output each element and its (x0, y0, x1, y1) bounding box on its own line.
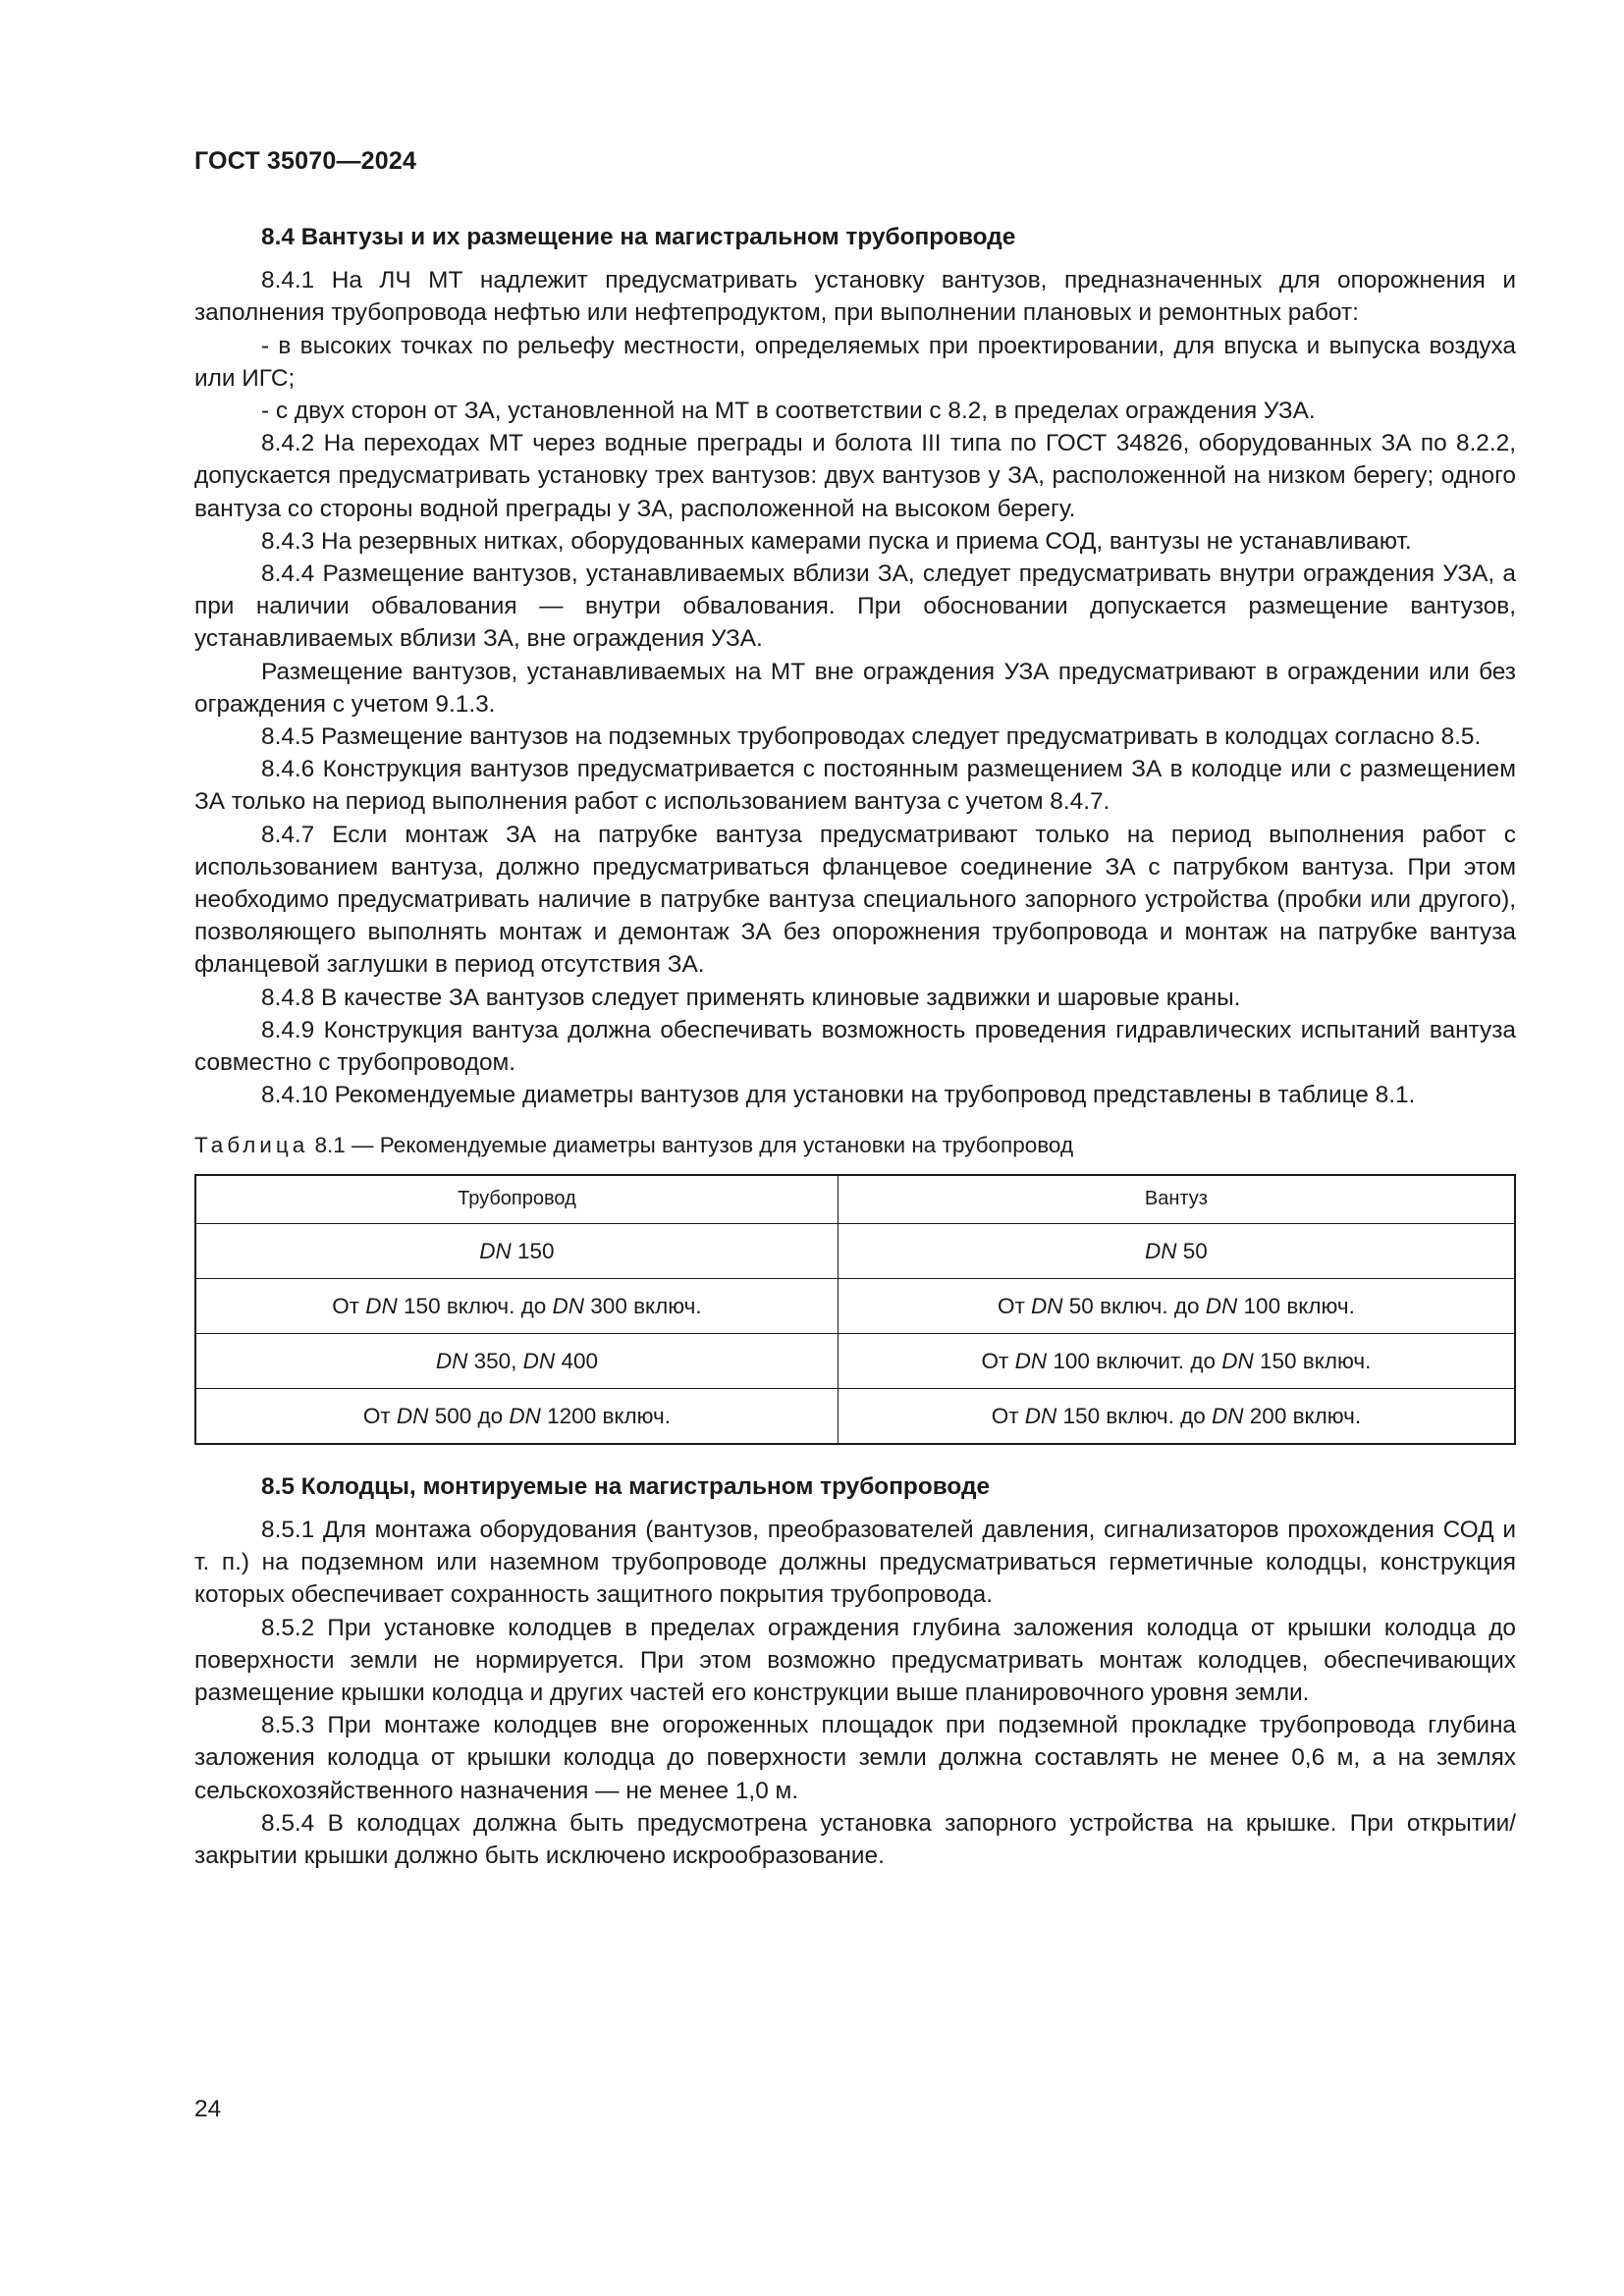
paragraph-8-4-10: 8.4.10 Рекомендуемые диаметры вантузов для установки на трубопровод представлены в таблице 8.1. (261, 1082, 1416, 1109)
cell-value: 150 включ. (1260, 1348, 1372, 1373)
cell-value: 400 (561, 1348, 598, 1373)
paragraph-8-4-4: 8.4.4 Размещение вантузов, устанавливаемых вблизи ЗА, следует предусматривать внутри ограждения УЗА, а при наличии обвалования — внутри обвалования. При обосновании допускается размещение вантузов, устанавливаемых вблизи ЗА, вне ограждения УЗА. (194, 561, 1516, 653)
table-cell-pipeline (195, 1278, 838, 1333)
paragraph-8-4-5: 8.4.5 Размещение вантузов на подземных трубопроводах следует предусматривать в колодцах согласно 8.5. (261, 723, 1482, 751)
paragraph-8-5-3: 8.5.3 При монтаже колодцев вне огороженных площадок при подземной прокладке трубопровода глубина заложения колодца от крышки колодца до поверхности земли должна составлять не менее 0,6 м, а на землях сельскохозяйственного назначения — не менее 1,0 м. (194, 1712, 1516, 1804)
table-row (195, 1223, 1515, 1278)
table-row (195, 1388, 1515, 1444)
page-content (194, 221, 1516, 1872)
dn-label: DN (1024, 1403, 1057, 1428)
paragraph-8-4-8: 8.4.8 В качестве ЗА вантузов следует применять клиновые задвижки и шаровые краны. (261, 984, 1241, 1011)
section-8-4-heading: 8.4 Вантузы и их размещение на магистральном трубопроводе (261, 224, 1016, 250)
section-8-5-heading: 8.5 Колодцы, монтируемые на магистральном трубопроводе (261, 1472, 991, 1500)
dn-label: DN (365, 1293, 398, 1318)
diameters-table (194, 1174, 1516, 1445)
table-row (195, 1333, 1515, 1388)
dn-label: DN (1145, 1238, 1177, 1263)
cell-prefix: От (991, 1403, 1019, 1428)
table-cell-pipeline (195, 1388, 838, 1444)
cell-value: 150 (517, 1238, 555, 1263)
dn-label: DN (509, 1403, 541, 1428)
paragraph-8-5-1: 8.5.1 Для монтажа оборудования (вантузов, преобразователей давления, сигнализаторов прохождения СОД и т. п.) на подземном или наземном трубопроводе должны предусматриваться герметичные колодцы, конструкция которых обеспечивает сохранность защитного покрытия трубопровода. (194, 1516, 1516, 1609)
table-cell-vent (838, 1223, 1515, 1278)
cell-value: 50 (1182, 1238, 1208, 1263)
paragraph-8-4-7: 8.4.7 Если монтаж ЗА на патрубке вантуза предусматривают только на период выполнения работ с использованием вантуза, должно предусматриваться фланцевое соединение ЗА с патрубком вантуза. При этом необходимо предусматривать наличие в патрубке вантуза специального запорного устройства (пробки или другого), позволяющего выполнять монтаж и демонтаж ЗА без опорожнения трубопровода и монтаж на патрубке вантуза фланцевой заглушки в период отсутствия ЗА. (194, 821, 1516, 979)
cell-value: 150 включ. до (404, 1293, 547, 1318)
dn-label: DN (1031, 1293, 1063, 1318)
paragraph-8-5-4: 8.5.4 В колодцах должна быть предусмотрена установка запорного устройства на крышке. При открытии/закрытии крышки должно быть исключено искрообразование. (194, 1809, 1516, 1869)
cell-value: 500 до (434, 1403, 504, 1428)
paragraph-8-4-2: 8.4.2 На переходах МТ через водные преграды и болота III типа по ГОСТ 34826, оборудованных ЗА по 8.2.2, допускается предусматривать установку трех вантузов: двух вантузов у ЗА, расположенной на низком берегу; одного вантуза со стороны водной преграды у ЗА, расположенной на высоком берегу. (194, 430, 1516, 522)
paragraph-8-4-1: 8.4.1 На ЛЧ МТ надлежит предусматривать установку вантузов, предназначенных для опорожнения и заполнения трубопровода нефтью или нефтепродуктом, при выполнении плановых и ремонтных работ: (194, 267, 1516, 327)
table-header-row (195, 1175, 1515, 1224)
paragraph-8-4-3: 8.4.3 На резервных нитках, оборудованных камерами пуска и приема СОД, вантузы не устанавливают. (261, 527, 1412, 555)
table-cell-pipeline (195, 1333, 838, 1388)
table-cell-vent (838, 1333, 1515, 1388)
column-header-vent: Вантуз (838, 1175, 1515, 1224)
cell-value: 100 включит. до (1053, 1348, 1216, 1373)
paragraph-8-5-2: 8.5.2 При установке колодцев в пределах ограждения глубина заложения колодца от крышки колодца до поверхности земли не нормируется. При этом возможно предусматривать монтаж колодцев, обеспечивающих размещение крышки колодца и других частей его конструкции выше планировочного уровня земли. (194, 1614, 1516, 1706)
cell-value: 50 включ. до (1068, 1293, 1200, 1318)
dn-label: DN (1212, 1403, 1244, 1428)
cell-value: 350, (473, 1348, 517, 1373)
cell-prefix: От (997, 1293, 1025, 1318)
table-caption-word: Таблица (194, 1133, 309, 1158)
cell-value: 1200 включ. (547, 1403, 671, 1428)
cell-value: 150 включ. до (1062, 1403, 1206, 1428)
paragraph-8-4-4-continued: Размещение вантузов, устанавливаемых на МТ вне ограждения УЗА предусматривают в ограждении или без ограждения с учетом 9.1.3. (194, 658, 1516, 718)
table-caption-text: 8.1 — Рекомендуемые диаметры вантузов для установки на трубопровод (314, 1133, 1074, 1158)
dn-label: DN (1205, 1293, 1238, 1318)
table-row (195, 1278, 1515, 1333)
page-number: 24 (194, 2096, 222, 2122)
cell-prefix: От (981, 1348, 1009, 1373)
table-cell-pipeline (195, 1223, 838, 1278)
dn-label: DN (1014, 1348, 1048, 1373)
dn-label: DN (479, 1238, 512, 1263)
dn-label: DN (552, 1293, 585, 1318)
cell-value: 300 включ. (590, 1293, 702, 1318)
cell-value: 200 включ. (1249, 1403, 1362, 1428)
list-item-high-points: - в высоких точках по рельефу местности, определяемых при проектировании, для впуска и выпуска воздуха или ИГС; (194, 332, 1516, 392)
dn-label: DN (1221, 1348, 1254, 1373)
cell-prefix: От (362, 1403, 391, 1428)
dn-label: DN (396, 1403, 429, 1428)
list-item-both-sides: - с двух сторон от ЗА, установленной на МТ в соответствии с 8.2, в пределах ограждения УЗА. (261, 398, 1316, 425)
paragraph-8-4-6: 8.4.6 Конструкция вантузов предусматривается с постоянным размещением ЗА в колодце или с размещением ЗА только на период выполнения работ с использованием вантуза с учетом 8.4.7. (194, 756, 1516, 816)
table-caption (194, 1129, 1516, 1161)
paragraph-8-4-9: 8.4.9 Конструкция вантуза должна обеспечивать возможность проведения гидравлических испытаний вантуза совместно с трубопроводом. (194, 1016, 1516, 1077)
cell-value: 100 включ. (1243, 1293, 1355, 1318)
table-cell-vent (838, 1388, 1515, 1444)
table-cell-vent (838, 1278, 1515, 1333)
document-code: ГОСТ 35070—2024 (194, 147, 417, 175)
dn-label: DN (522, 1348, 556, 1373)
column-header-pipeline: Трубопровод (195, 1175, 838, 1224)
dn-label: DN (435, 1348, 468, 1373)
cell-prefix: От (332, 1293, 360, 1318)
